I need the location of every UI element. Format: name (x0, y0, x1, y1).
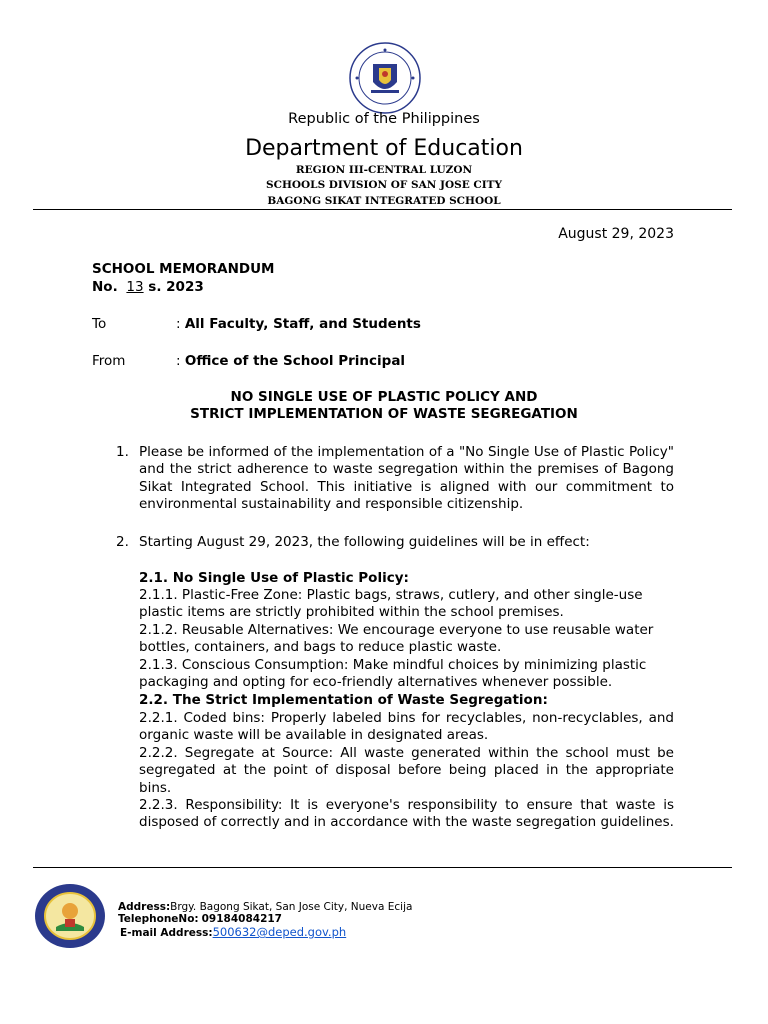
from-line (176, 353, 405, 369)
section-2-1-3: 2.1.3. Conscious Consumption: Make mindful choices by minimizing plastic packaging and opting for eco-friendly alternatives whenever possible. (139, 657, 647, 691)
section-2-2-1: 2.2.1. Coded bins: Properly labeled bins for recyclables, non-recyclables, and organic waste will be available in designated areas. (139, 710, 674, 744)
from-value: Office of the School Principal (184, 353, 406, 369)
section-2-2-2: 2.2.2. Segregate at Source: All waste generated within the school must be segregated at the point of disposal before being placed in the appropriate bins. (139, 745, 674, 796)
school-logo (34, 883, 106, 949)
email-link[interactable]: 500632@deped.gov.ph (212, 925, 347, 939)
section-2-1-heading: 2.1. No Single Use of Plastic Policy: (139, 570, 409, 586)
section-2-1-2: 2.1.2. Reusable Alternatives: We encourage everyone to use reusable water bottles, containers, and bags to reduce plastic waste. (139, 622, 654, 656)
to-line (176, 316, 421, 332)
memo-type: SCHOOL MEMORANDUM (92, 261, 275, 277)
footer-email (120, 926, 346, 940)
memo-number-line (92, 279, 204, 295)
memo-number: 13 (126, 279, 144, 295)
from-colon: : (176, 353, 181, 369)
footer-phone (118, 913, 282, 926)
to-value: All Faculty, Staff, and Students (184, 316, 421, 332)
school-line: BAGONG SIKAT INTEGRATED SCHOOL (267, 195, 501, 207)
section-2-2-heading: 2.2. The Strict Implementation of Waste Segregation: (139, 692, 548, 708)
memo-date: August 29, 2023 (558, 226, 674, 242)
item1-number: 1. (116, 444, 129, 460)
email-label: E-mail Address: (120, 927, 213, 939)
memo-title-line2: STRICT IMPLEMENTATION OF WASTE SEGREGATION (190, 406, 578, 422)
footer-divider (33, 867, 732, 868)
section-2-1-1: 2.1.1. Plastic-Free Zone: Plastic bags, straws, cutlery, and other single-use plastic items are strictly prohibited within the school premises. (139, 587, 643, 621)
address-label: Address: (118, 901, 171, 913)
republic-line: Republic of the Philippines (288, 111, 480, 127)
memo-title-line1: NO SINGLE USE OF PLASTIC POLICY AND (230, 389, 538, 405)
phone-label: TelephoneNo: (118, 913, 199, 925)
division-line: SCHOOLS DIVISION OF SAN JOSE CITY (266, 179, 502, 191)
region-line: REGION III-CENTRAL LUZON (295, 164, 473, 176)
memo-number-prefix: No. (92, 279, 118, 295)
footer-address (118, 901, 412, 914)
from-label: From (92, 353, 126, 369)
section-2-2-3: 2.2.3. Responsibility: It is everyone's responsibility to ensure that waste is disposed of correctly and in accordance with the waste segregation guidelines. (139, 797, 674, 831)
to-colon: : (176, 316, 181, 332)
deped-seal-logo (349, 42, 421, 114)
item2-number: 2. (116, 534, 129, 550)
phone-value: 09184084217 (201, 913, 282, 925)
department-title: Department of Education (245, 136, 523, 161)
to-label: To (92, 316, 107, 332)
item2-paragraph: Starting August 29, 2023, the following guidelines will be in effect: (139, 534, 590, 550)
address-value: Brgy. Bagong Sikat, San Jose City, Nueva Ecija (170, 901, 413, 913)
header-divider (33, 209, 732, 210)
memo-number-suffix: s. 2023 (148, 279, 204, 295)
item1-paragraph: Please be informed of the implementation of a "No Single Use of Plastic Policy" and the strict adherence to waste segregation within the premises of Bagong Sikat Integrated School. This initiative is aligned with our commitment to environmental sustainability and responsible citizenship. (139, 444, 674, 513)
